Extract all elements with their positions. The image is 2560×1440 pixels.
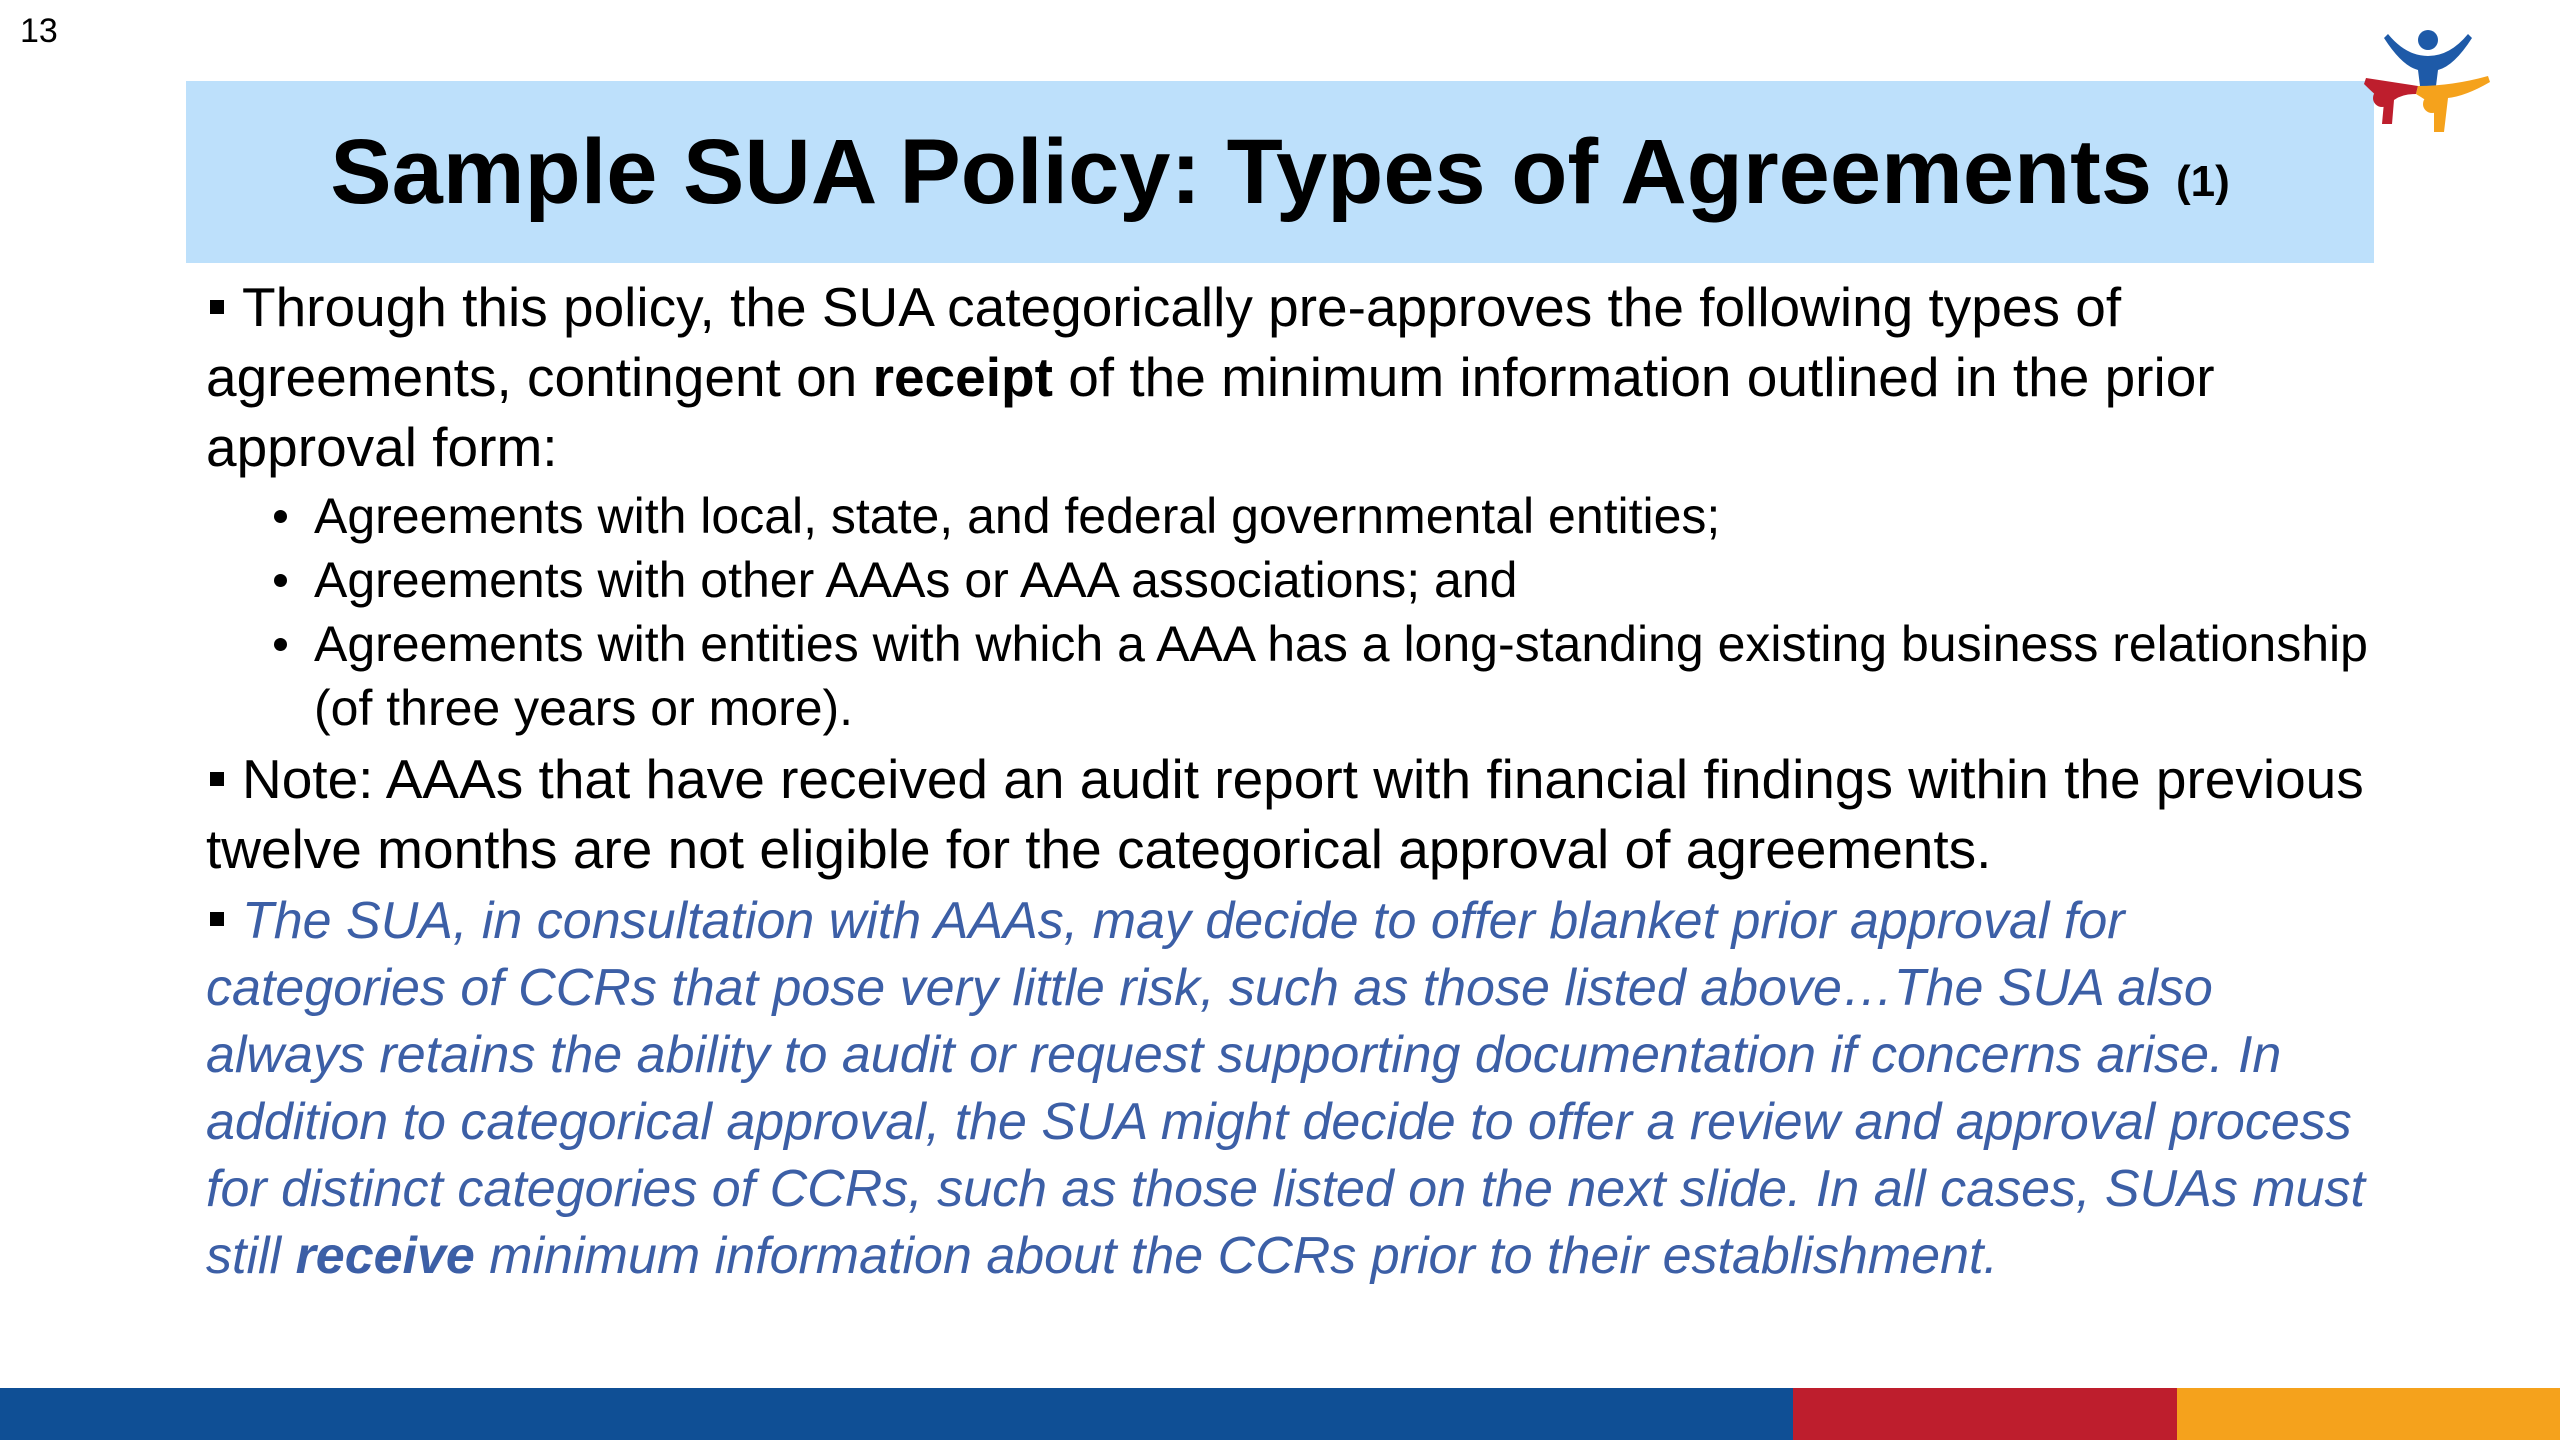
- square-bullet-icon: [210, 772, 224, 786]
- intro-text-bold: receipt: [872, 346, 1053, 408]
- quote-text-bold: receive: [295, 1227, 475, 1285]
- quote-text-before: The SUA, in consultation with AAAs, may decide to offer blanket prior approval for categories of CCRs that pose very little risk, such as those listed above…The SUA also always retains the ability to audit or request supporting documentation if concerns arise. In addition to categorical approval, the SUA might decide to offer a review and approval process for distinct categories of CCRs, such as those listed on the next slide. In all cases, SUAs must still: [206, 892, 2365, 1285]
- page-title: Sample SUA Policy: Types of Agreements: [330, 120, 2152, 223]
- bullet-intro: [206, 272, 2376, 482]
- agreement-types-list: [206, 484, 2376, 740]
- list-item: [314, 548, 2376, 612]
- list-item: [314, 612, 2376, 740]
- footer-red-segment: [1793, 1388, 2177, 1440]
- intro-text-after: of the minimum information outlined in the prior approval form:: [206, 346, 2215, 478]
- note-text: Note: AAAs that have received an audit report with financial findings within the previous twelve months are not eligible for the categorical approval of agreements.: [206, 748, 2364, 880]
- quote-text-after: minimum information about the CCRs prior to their establishment.: [474, 1227, 1998, 1285]
- people-logo-icon: [2362, 20, 2492, 140]
- round-bullet-icon: [274, 574, 287, 587]
- footer-orange-segment: [2177, 1388, 2560, 1440]
- footer-color-bar: [0, 1388, 2560, 1440]
- footer-blue-segment: [0, 1388, 1793, 1440]
- list-item: [314, 484, 2376, 548]
- list-item-text: Agreements with local, state, and federal governmental entities;: [314, 488, 1721, 544]
- intro-text-before: Through this policy, the SUA categorically pre-approves the following types of agreements, contingent on: [206, 276, 2122, 408]
- bullet-note: [206, 744, 2376, 884]
- slide-content: [206, 272, 2376, 1290]
- list-item-text: Agreements with other AAAs or AAA associations; and: [314, 552, 1518, 608]
- list-item-text: Agreements with entities with which a AAA has a long-standing existing business relationship (of three years or more).: [314, 616, 2368, 736]
- bullet-quote: [206, 888, 2376, 1290]
- page-number: 13: [20, 12, 58, 50]
- round-bullet-icon: [274, 510, 287, 523]
- title-suffix: (1): [2175, 157, 2230, 206]
- square-bullet-icon: [210, 300, 224, 314]
- round-bullet-icon: [274, 638, 287, 651]
- square-bullet-icon: [210, 912, 224, 926]
- title-band: [186, 81, 2374, 263]
